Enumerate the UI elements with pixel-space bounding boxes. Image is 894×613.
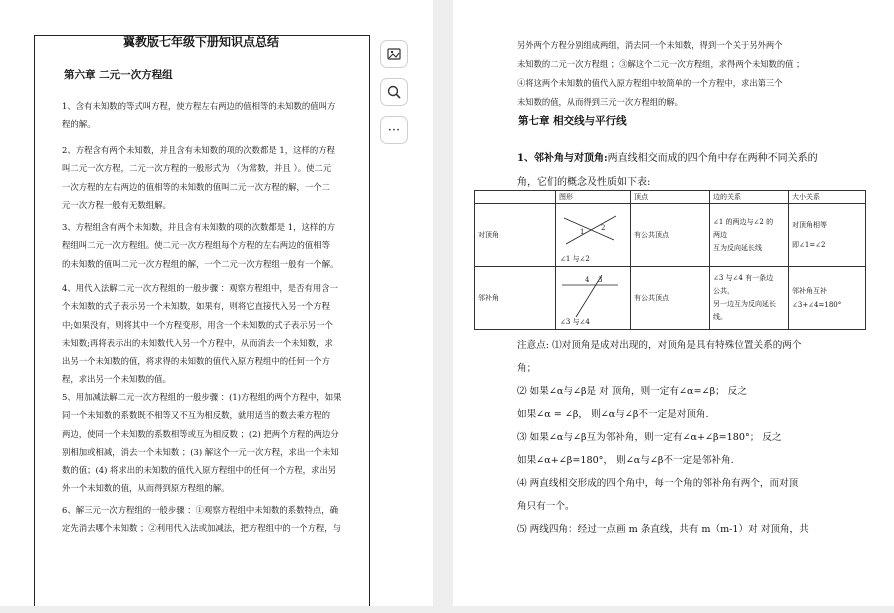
- paragraph-1: 1、含有未知数的等式叫方程，使方程左右两边的值相等的未知数的值叫方 程的解。: [62, 101, 336, 130]
- vertex-cell: 有公共顶点: [631, 204, 710, 267]
- size-cell: [789, 267, 866, 330]
- more-button[interactable]: [380, 116, 408, 144]
- paragraph-3: 3、方程组含有两个未知数，并且含有未知数的项的次数都是 1，这样的方 程组叫二元一次方程组。使二元一次方程组每个方程的左右两边的值相等 的未知数的值叫二元一次方程组的解，一个二元一次方程组一般有一个解。: [62, 222, 339, 269]
- sides-line: 另一边互为反向延长: [713, 300, 776, 308]
- figure-angle-label: 4: [585, 276, 590, 284]
- header-cell-empty: [475, 191, 556, 204]
- sides-cell: [710, 267, 789, 330]
- paragraph-5: 5、用加减法解二元一次方程组的一般步骤 ：(1)方程组的两个方程中，如果 同一个未知数的系数既不相等又不互为相反数，就用适当的数去乘方程的 两边，使同一个未知数的系数相等或互为相反数 ；(2) 把两个方程的两边分 别相加或相减，消去一个未知数 ；(3) 解这个一元一次方程，求出一个未知 数的值；(4) 将求出的未知数的值代入原方程组中的任何一个方程，求出另 外一个未知数的值，从而得到原方程组的解。: [62, 392, 342, 494]
- page-toolbar: [380, 40, 408, 154]
- sides-line: 公共，: [713, 287, 734, 295]
- right-top-paragraph: 另外两个方程分别组成两组，消去同一个未知数，得到一个关于另外两个 未知数的二元一次方程组 ；③解这个二元一次方程组，求得两个未知数的值 ； ④将这两个未知数的值代入原方程组中较简单的一个方程中，求出第三个 未知数的值，从而得到三元一次方程组的解。: [517, 40, 805, 107]
- search-icon: [386, 84, 402, 100]
- table-row: [475, 267, 866, 330]
- search-button[interactable]: [380, 78, 408, 106]
- header-cell-figure: 图形: [556, 191, 631, 204]
- figure-angle-label: 2: [601, 224, 606, 232]
- section-1-intro: [517, 147, 827, 195]
- figure-angle-label: 1: [580, 228, 585, 236]
- figure-caption: ∠1 与∠2: [560, 255, 590, 263]
- image-edit-button[interactable]: [380, 40, 408, 68]
- sides-line: 两边: [713, 230, 727, 239]
- table-row: [475, 204, 866, 267]
- paragraph-6: 6、解三元一次方程组的一般步骤 ：①观察方程组中未知数的系数特点，确 定先消去哪个未知数 ；②利用代入法或加减法，把方程组中的一个方程，与: [62, 505, 342, 534]
- document-title: 冀教版七年级下册知识点总结: [122, 35, 279, 49]
- sides-line: ∠1 的两边与∠2 的: [713, 217, 774, 226]
- sides-cell: [710, 204, 789, 267]
- size-cell: [789, 204, 866, 267]
- sides-line: 互为反向延长线: [713, 243, 762, 252]
- row-name: 邻补角: [475, 267, 556, 330]
- figure-cell: [556, 204, 631, 267]
- table-header-row: [475, 191, 866, 204]
- section-1-text: 两直线相交而成的四个角中存在两种不同关系的角，它们的概念及性质如下表:: [517, 153, 818, 188]
- chapter-6-heading: 第六章 二元一次方程组: [64, 69, 173, 81]
- sides-line: 线。: [713, 313, 727, 321]
- vertex-cell: 有公共顶点: [631, 267, 710, 330]
- size-line: 对顶角相等: [792, 221, 827, 229]
- size-line: 即∠1=∠2: [792, 241, 826, 249]
- header-cell-sides: 边的关系: [710, 191, 789, 204]
- notes-section: 注意点: ⑴对顶角是成对出现的，对顶角是具有特殊位置关系的两个 角； ⑵ 如果∠α与∠β是 对 顶角，则一定有∠α=∠β； 反之 如果∠α = ∠β， 则∠α与∠β不一定是对顶角. ⑶ 如果∠α与∠β互为邻补角，则一定有∠α+∠β=180°； 反之 如果∠α+∠β=180°， 则∠α与∠β不一定是邻补角. ⑷ 两直线相交形成的四个角中，每一个角的邻补角有两个，而对顶 角只有一个。 ⑸ 两线四角：经过一点画 m 条直线，共有 m（m-1）对 对顶角，共: [517, 340, 809, 535]
- figure-angle-label: 3: [598, 276, 603, 284]
- figure-caption: ∠3 与∠4: [560, 318, 590, 326]
- figure-cell: [556, 267, 631, 330]
- sides-line: ∠3 与∠4 有一条边: [713, 274, 774, 282]
- paragraph-4: 4、用代入法解二元一次方程组的一般步骤 ：观察方程组中，是否有用含一 个未知数的式子表示另一个未知数，如果有，则将它直接代入另一个方程 中;如果没有，则将其中一个方程变形，用含一个未知数的式子表示另一个 未知数;再将表示出的未知数代入另一个方程中，从而消去一个未知数，求 出另一个未知数的值，将求得的未知数的值代入原方程组中的任何一个方 程，求出另一个未知数的值。: [62, 283, 338, 385]
- header-cell-vertex: 顶点: [631, 191, 710, 204]
- more-icon: ···: [387, 122, 401, 138]
- size-line: ∠3+∠4=180°: [792, 301, 842, 309]
- size-line: 邻补角互补: [792, 287, 827, 295]
- image-edit-icon: [386, 46, 402, 62]
- angle-table: [474, 190, 866, 330]
- paragraph-2: 2、方程含有两个未知数，并且含有未知数的项的次数都是 1，这样的方程 叫二元一次方程，二元一次方程的一般形式为 （为常数，并且 ）。使二元 一次方程的左右两边的值相等的未知数的值叫二元一次方程的解，一个二 元一次方程一般有无数组解。: [62, 145, 335, 210]
- row-name: 对顶角: [475, 204, 556, 267]
- chapter-7-heading: 第七章 相交线与平行线: [518, 115, 627, 127]
- header-cell-size: 大小关系: [789, 191, 866, 204]
- section-1-heading: 1、邻补角与对顶角:: [517, 153, 608, 164]
